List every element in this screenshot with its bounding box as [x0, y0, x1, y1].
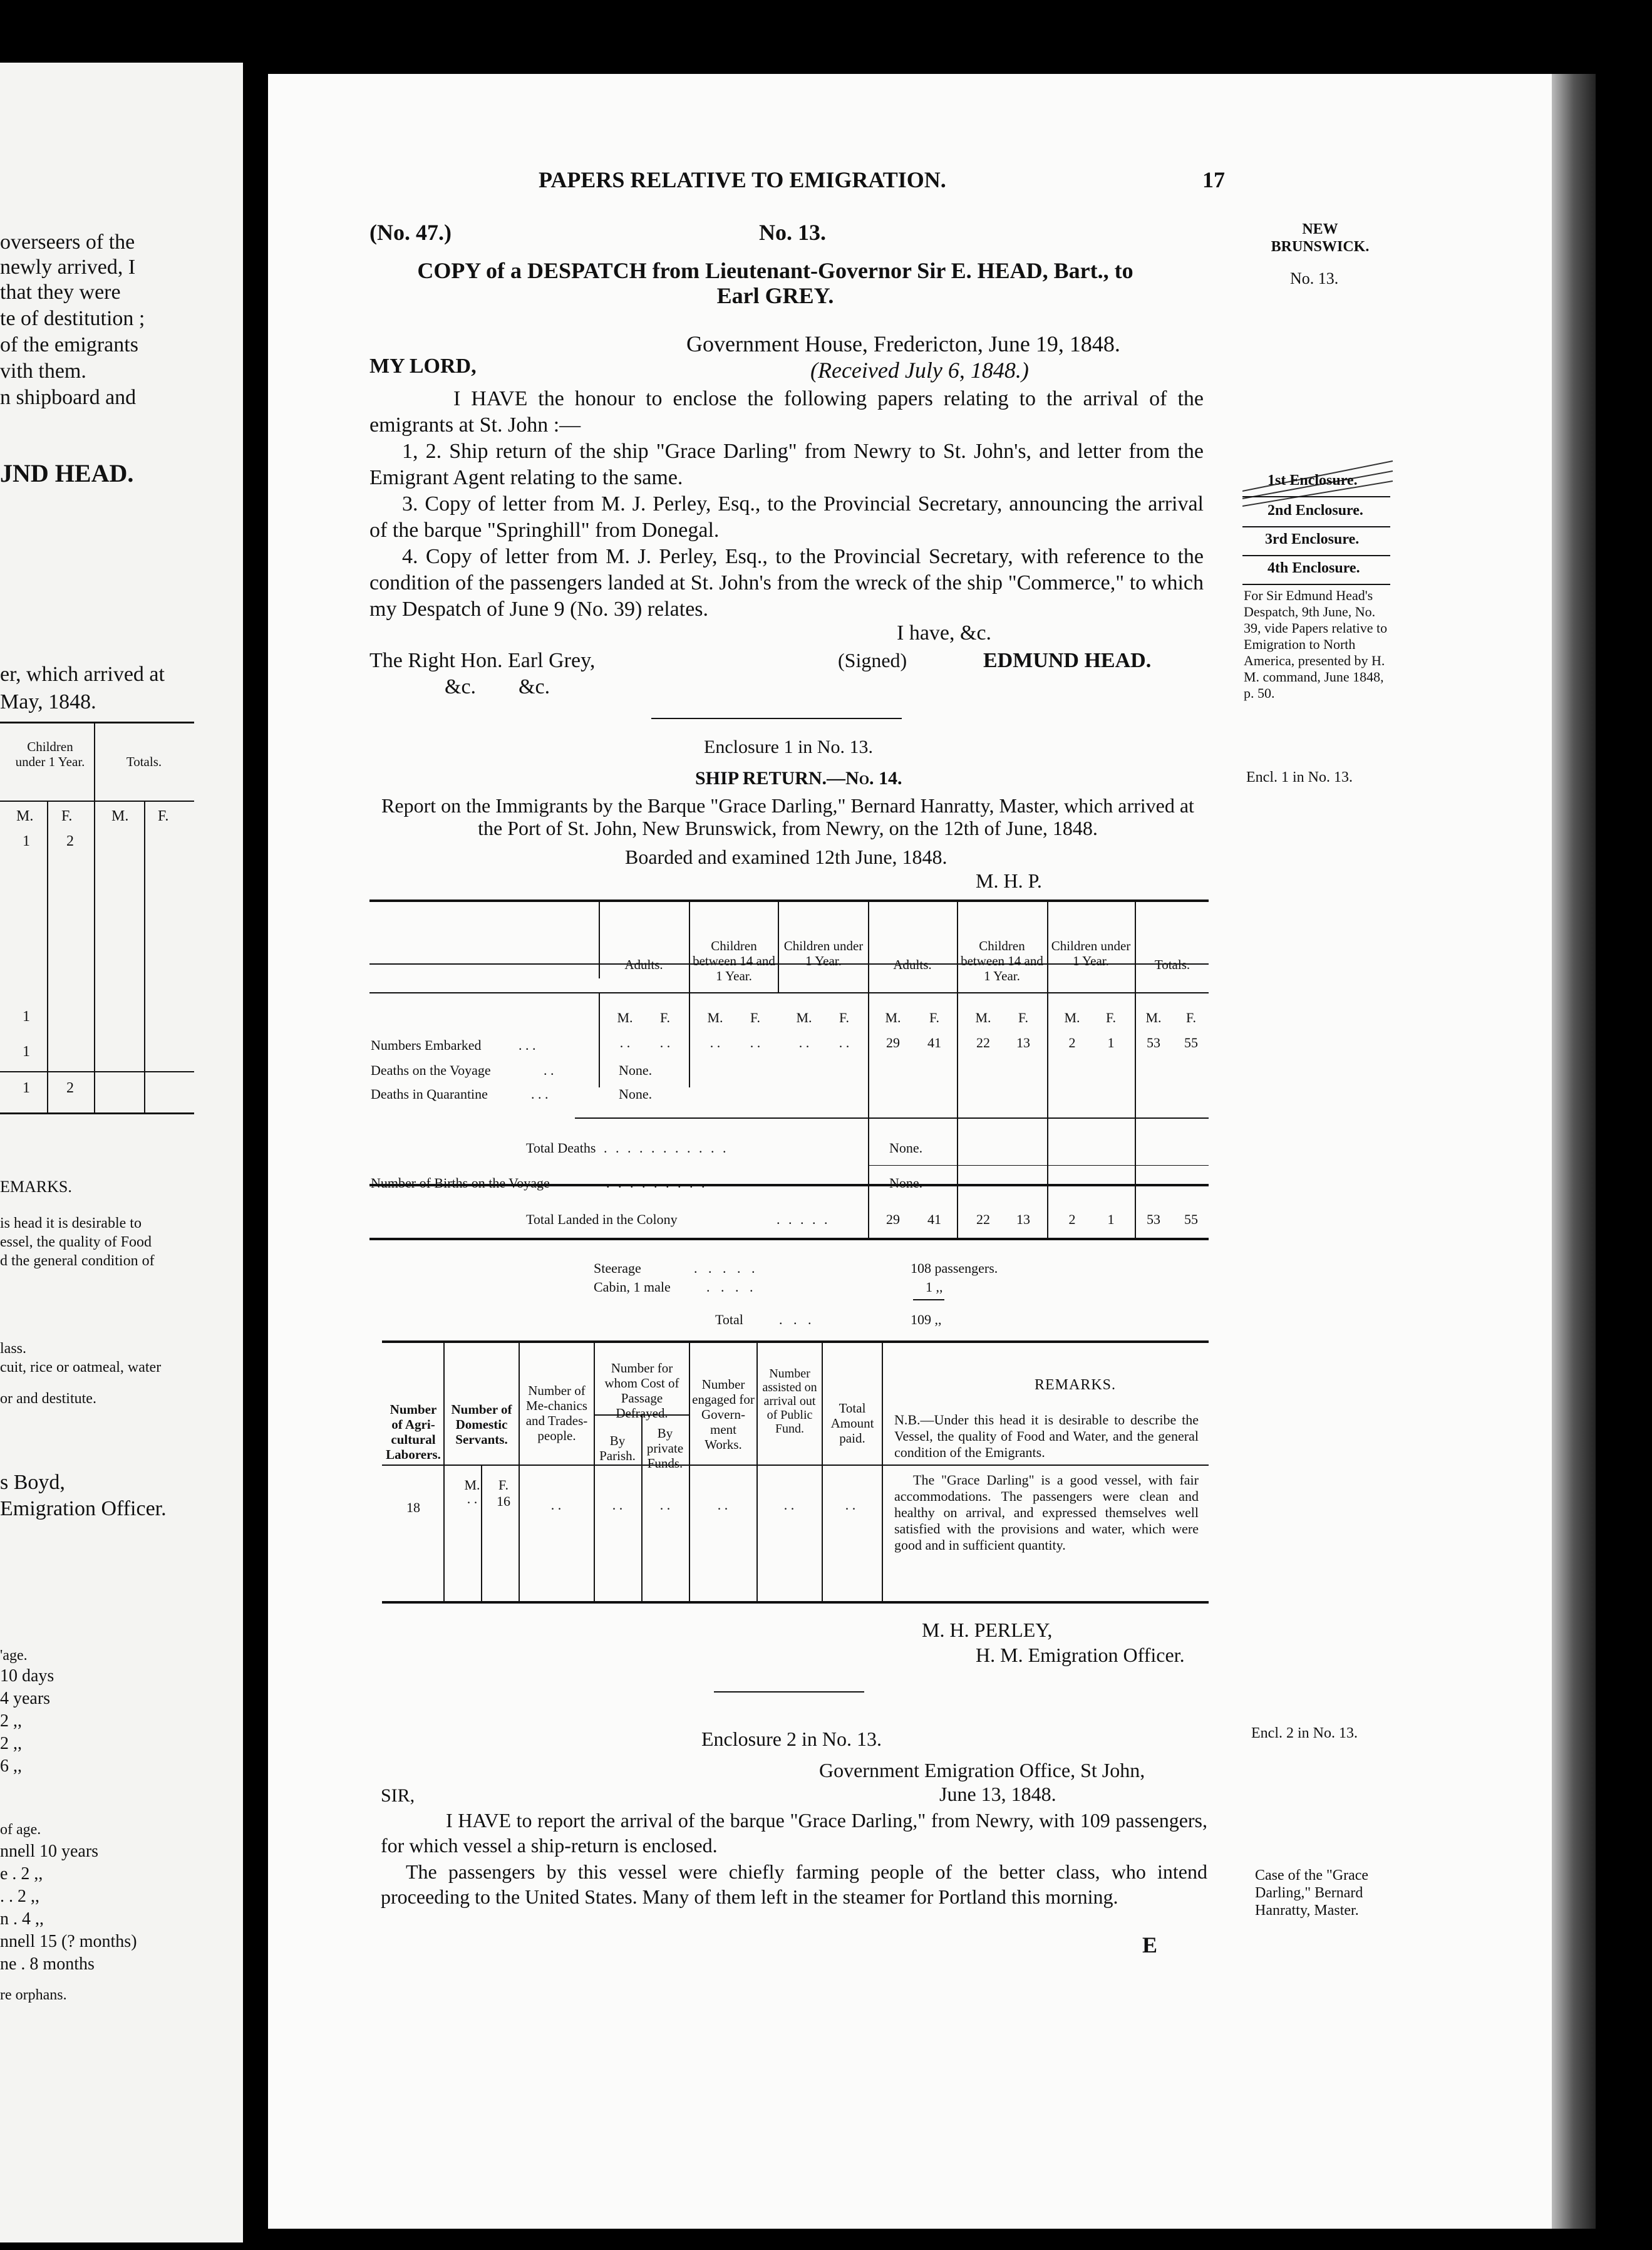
table-cell: 53	[1147, 1211, 1160, 1227]
enclosure1-subtitle: SHIP RETURN.—No. 14.	[695, 768, 902, 789]
margin-note: For Sir Edmund Head's Despatch, 9th June, No. 39, vide Papers relative to Emigration to North America, presented by H. M. command, June 1848, p. 50.	[1244, 588, 1388, 701]
margin-no: No. 13.	[1290, 269, 1339, 288]
steerage-value: 108 passengers.	[911, 1260, 998, 1276]
row-label: Numbers Embarked	[371, 1037, 482, 1053]
table-cell: None.	[619, 1086, 653, 1102]
despatch-signature: EDMUND HEAD.	[983, 649, 1152, 672]
table-cell: 55	[1184, 1035, 1198, 1050]
col-header: Children under 1 Year.	[1051, 938, 1131, 968]
enclosure1-mhp: M. H. P.	[976, 869, 1042, 892]
table-cell: 1	[1107, 1211, 1115, 1227]
left-orphans: re orphans.	[0, 1987, 67, 2003]
enclosure2-title: Enclosure 2 in No. 13.	[701, 1728, 882, 1750]
margin-colony: NEW BRUNSWICK.	[1271, 221, 1370, 255]
leader-dots: . . .	[779, 1312, 815, 1327]
table-cell: . .	[550, 1497, 562, 1513]
col-header: Totals.	[1154, 957, 1190, 972]
m-label: M.	[975, 1010, 991, 1025]
despatch-closing: I have, &c.	[897, 621, 992, 645]
margin-encl-1: Encl. 1 in No. 13.	[1246, 769, 1353, 785]
margin-case: Case of the "Grace Darling," Bernard Hanratty, Master.	[1255, 1867, 1369, 1919]
left-line: of the emigrants	[0, 333, 138, 356]
f-label: F.	[660, 1010, 670, 1025]
remarks-text: The "Grace Darling" is a good vessel, with fair accommodations. The passengers were clean and healthy on arrival, and expressed themselves well satisfied with the provisions and water, which were good and in sufficient quantity.	[894, 1472, 1199, 1553]
left-val: 2	[66, 833, 74, 849]
left-age: nnell 15 (? months)	[0, 1932, 137, 1951]
running-title: PAPERS RELATIVE TO EMIGRATION.	[539, 167, 946, 192]
left-line: te of destitution ;	[0, 307, 145, 330]
left-class-line: lass.	[0, 1340, 26, 1357]
table-cell: . .	[659, 1497, 671, 1513]
table-cell: . .	[845, 1497, 856, 1513]
left-officer: Emigration Officer.	[0, 1497, 167, 1520]
m-label: M.	[617, 1010, 633, 1025]
left-remarks-line: is head it is desirable to	[0, 1215, 142, 1231]
table-cell: . .	[612, 1497, 623, 1513]
col-header: Adults.	[624, 957, 663, 972]
despatch-place-date: Government House, Fredericton, June 19, 1848.	[686, 331, 1120, 356]
col-header: Number of Agri-cultural Laborers.	[386, 1402, 441, 1462]
left-line: overseers of the	[0, 231, 135, 254]
row-label: Total Deaths	[526, 1140, 596, 1156]
left-f: F.	[61, 808, 73, 824]
left-age: n . 4 ,,	[0, 1909, 44, 1929]
col-header: Number for whom Cost of Passage Defrayed.	[604, 1361, 679, 1421]
f-label: F.	[1018, 1010, 1028, 1025]
f-label: F.	[839, 1010, 849, 1025]
leader-dots: . . . . . . . . . . .	[604, 1140, 729, 1156]
table-cell: 2	[1068, 1035, 1076, 1050]
left-val: 1	[23, 1080, 30, 1096]
by-private: By private Funds.	[646, 1426, 684, 1471]
cabin-value: 1 ,,	[926, 1279, 943, 1295]
f-label: F.	[1106, 1010, 1116, 1025]
left-line: that they were	[0, 281, 121, 304]
left-m: M.	[111, 808, 129, 824]
table-cell: . .	[619, 1035, 631, 1050]
table-cell: 41	[927, 1035, 941, 1050]
leader-dots: . .	[544, 1062, 554, 1078]
despatch-salutation: MY LORD,	[369, 355, 477, 378]
table-cell: . .	[839, 1035, 850, 1050]
total-label: Total	[715, 1312, 743, 1327]
left-col-children: Children under 1 Year.	[15, 739, 85, 769]
enclosure1-title: Enclosure 1 in No. 13.	[704, 737, 873, 757]
left-age: 10 days	[0, 1666, 54, 1686]
leader-dots: . . . . .	[694, 1260, 759, 1276]
table-cell: 22	[976, 1035, 990, 1050]
enclosure1-boarded: Boarded and examined 12th June, 1848.	[625, 846, 947, 868]
document-page	[268, 74, 1552, 2229]
table-cell: 16	[497, 1493, 510, 1509]
enclosure1-signer-title: H. M. Emigration Officer.	[976, 1644, 1185, 1666]
left-line: newly arrived, I	[0, 256, 136, 279]
enclosure2-paragraph: The passengers by this vessel were chiefly farming people of the better class, who intend proceeding to the United States. Many of them left in the steamer for Portland this morning.	[381, 1860, 1207, 1908]
by-parish: By Parish.	[599, 1433, 636, 1463]
left-officer: s Boyd,	[0, 1471, 65, 1494]
despatch-signed: (Signed)	[838, 649, 907, 671]
leader-dots: . . . .	[706, 1279, 757, 1295]
enclosure1-signer: M. H. PERLEY,	[922, 1619, 1053, 1641]
table-cell: . .	[798, 1035, 810, 1050]
f-label: F.	[498, 1477, 509, 1493]
left-remarks-line: essel, the quality of Food	[0, 1234, 152, 1250]
left-remarks: EMARKS.	[0, 1178, 72, 1196]
left-class-line: or and destitute.	[0, 1391, 96, 1407]
margin-encl: 3rd Enclosure.	[1265, 531, 1360, 547]
table-cell: . .	[717, 1497, 728, 1513]
left-age: 2 ,,	[0, 1711, 22, 1731]
col-header: Number engaged for Govern-ment Works.	[692, 1377, 755, 1452]
col-header: Children between 14 and 1 Year.	[961, 938, 1043, 983]
signature-mark: E	[1142, 1932, 1158, 1957]
despatch-paragraph: I HAVE the honour to enclose the following papers relating to the arrival of the emigrants at St. John :—	[369, 387, 1204, 437]
f-label: F.	[750, 1010, 760, 1025]
table-cell: None.	[619, 1062, 653, 1078]
m-label: M.	[885, 1010, 901, 1025]
table-cell: 55	[1184, 1211, 1198, 1227]
row-label: Deaths on the Voyage	[371, 1062, 491, 1078]
left-m: M.	[16, 808, 34, 824]
despatch-paragraph: 3. Copy of letter from M. J. Perley, Esq., to the Provincial Secretary, announcing the arrival of the barque "Springhill" from Donegal.	[369, 492, 1204, 542]
m-label: M.	[1064, 1010, 1080, 1025]
despatch-etc: &c. &c.	[445, 675, 550, 698]
f-label: F.	[1186, 1010, 1196, 1025]
col-header: Number of Me-chanics and Trades-people.	[525, 1383, 588, 1443]
left-age-head: of age.	[0, 1822, 41, 1838]
row-label: Number of Births on the Voyage	[371, 1175, 550, 1191]
left-f: F.	[158, 808, 169, 824]
left-arrival: er, which arrived at	[0, 663, 165, 686]
left-age: nnell 10 years	[0, 1842, 99, 1861]
left-line: n shipboard and	[0, 386, 137, 409]
table-cell: 53	[1147, 1035, 1160, 1050]
left-age: ne . 8 months	[0, 1954, 95, 1974]
table-cell: 2	[1068, 1211, 1076, 1227]
col-header: Number of Domestic Servants.	[451, 1402, 512, 1447]
left-age: 6 ,,	[0, 1756, 22, 1776]
margin-encl: 2nd Enclosure.	[1267, 502, 1363, 519]
left-class-line: cuit, rice or oatmeal, water	[0, 1359, 162, 1376]
enclosure2-salutation: SIR,	[381, 1785, 415, 1806]
despatch-number: No. 13.	[759, 220, 826, 245]
table-cell: 29	[886, 1035, 900, 1050]
left-val: 1	[23, 1008, 30, 1025]
left-val: 1	[23, 833, 30, 849]
page-number: 17	[1202, 167, 1225, 192]
steerage-label: Steerage	[594, 1260, 641, 1276]
left-age: 2 ,,	[0, 1734, 22, 1753]
table-cell: 13	[1016, 1211, 1030, 1227]
leader-dots: . . .	[519, 1037, 536, 1053]
table-cell: None.	[889, 1140, 923, 1156]
left-arrival: May, 1848.	[0, 690, 96, 713]
remarks-nb: N.B.—Under this head it is desirable to describe the Vessel, the quality of Food and Water, and the general condition of the Emigrants.	[894, 1412, 1199, 1460]
book-spine	[1552, 74, 1596, 2229]
m-label: M.	[796, 1010, 812, 1025]
m-label: M.	[464, 1477, 480, 1493]
despatch-title: COPY of a DESPATCH from Lieutenant-Governor Sir E. HEAD, Bart., to Earl GREY.	[417, 258, 1133, 308]
left-age-head: 'age.	[0, 1647, 28, 1664]
m-label: M.	[1145, 1010, 1162, 1025]
table-cell: . .	[750, 1035, 761, 1050]
margin-encl: 4th Enclosure.	[1267, 560, 1360, 576]
cabin-label: Cabin, 1 male	[594, 1279, 671, 1295]
row-label: Deaths in Quarantine	[371, 1086, 488, 1102]
col-header: Total Amount paid.	[830, 1401, 874, 1446]
table-cell: None.	[889, 1175, 923, 1191]
left-age: e . 2 ,,	[0, 1864, 43, 1884]
col-header: Children between 14 and 1 Year.	[693, 938, 775, 983]
left-signature: JND HEAD.	[0, 459, 134, 487]
margin-encl: 1st Enclosure.	[1267, 472, 1358, 489]
col-header: Adults.	[893, 957, 932, 972]
despatch-received: (Received July 6, 1848.)	[810, 358, 1029, 383]
leader-dots: . . . . . . . . .	[606, 1175, 708, 1191]
remarks-heading: REMARKS.	[1035, 1377, 1117, 1393]
left-remarks-line: d the general condition of	[0, 1253, 155, 1269]
left-age: . . 2 ,,	[0, 1887, 39, 1906]
leader-dots: . . . . .	[777, 1211, 830, 1227]
table-cell: . .	[467, 1491, 478, 1506]
row-label: Total Landed in the Colony	[526, 1211, 678, 1227]
left-age: 4 years	[0, 1689, 51, 1708]
table-cell: 18	[406, 1500, 420, 1515]
total-value: 109 ,,	[911, 1312, 942, 1327]
enclosure2-paragraph: I HAVE to report the arrival of the barque "Grace Darling," from Newry, with 109 passengers, for which vessel a ship-return is enclosed.	[381, 1809, 1207, 1857]
leader-dots: . . .	[531, 1086, 549, 1102]
table-cell: 13	[1016, 1035, 1030, 1050]
m-label: M.	[707, 1010, 723, 1025]
f-label: F.	[929, 1010, 939, 1025]
despatch-addressee: The Right Hon. Earl Grey,	[369, 649, 596, 672]
table-cell: . .	[783, 1497, 795, 1513]
table-cell: 29	[886, 1211, 900, 1227]
left-val: 1	[23, 1044, 30, 1060]
left-line: vith them.	[0, 360, 86, 383]
enclosure1-report: Report on the Immigrants by the Barque "Grace Darling," Bernard Hanratty, Master, which arrived at the Port of St. John, New Brunswick, from Newry, on the 12th of June, 1848.	[381, 794, 1194, 839]
table-cell: . .	[659, 1035, 671, 1050]
left-page-fragment	[0, 63, 243, 2242]
despatch-paragraph: 4. Copy of letter from M. J. Perley, Esq., to the Provincial Secretary, with reference to the condition of the passengers landed at St. John's from the wreck of the ship "Commerce," to which my Despatch of June 9 (No. 39) relates.	[369, 545, 1204, 621]
table-cell: 22	[976, 1211, 990, 1227]
enclosure2-date: June 13, 1848.	[939, 1783, 1056, 1805]
left-val: 2	[66, 1080, 74, 1096]
col-header: Children under 1 Year.	[783, 938, 864, 968]
left-col-totals: Totals.	[126, 754, 162, 769]
despatch-paragraph: 1, 2. Ship return of the ship "Grace Darling" from Newry to St. John's, and letter from the Emigrant Agent relating to the same.	[369, 440, 1204, 489]
margin-encl-2: Encl. 2 in No. 13.	[1251, 1725, 1358, 1741]
despatch-number-paren: (No. 47.)	[369, 220, 452, 245]
table-cell: 41	[927, 1211, 941, 1227]
col-header: Number assisted on arrival out of Public Fund.	[762, 1367, 817, 1436]
enclosure2-place: Government Emigration Office, St John,	[819, 1759, 1145, 1781]
table-cell: 1	[1107, 1035, 1115, 1050]
table-cell: . .	[710, 1035, 721, 1050]
